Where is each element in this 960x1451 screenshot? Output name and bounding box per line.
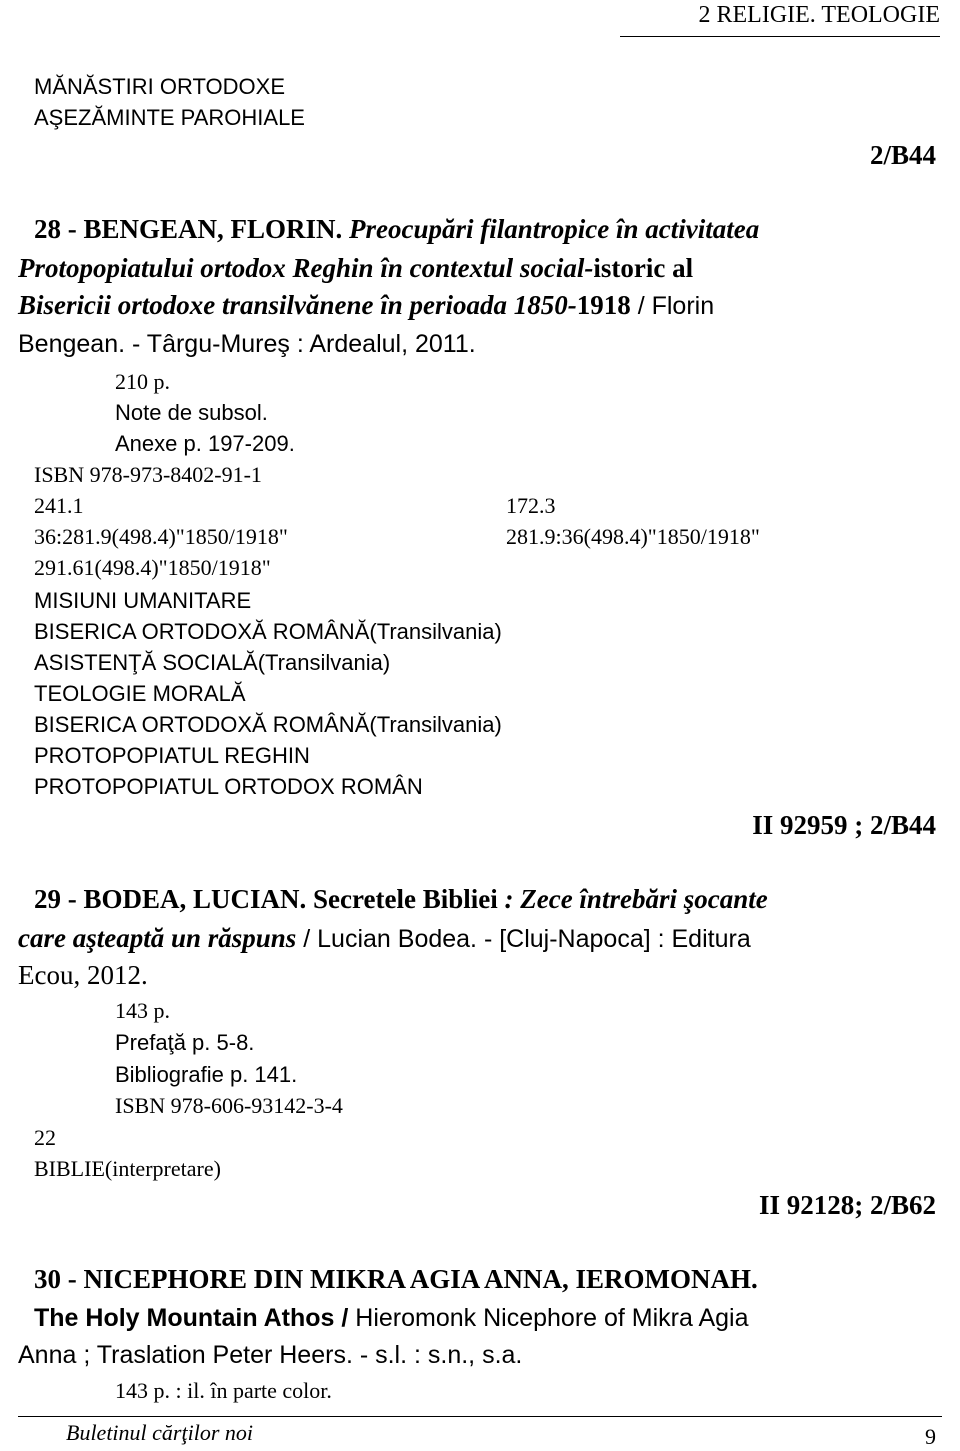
- entry-28-cdu-1b: 172.3: [506, 493, 556, 518]
- entry-28-cdu-2b: 281.9:36(498.4)"1850/1918": [506, 524, 760, 549]
- entry-28-author: 28 - BENGEAN, FLORIN.: [34, 214, 343, 244]
- category-heading-1: MĂNĂSTIRI ORTODOXE: [34, 74, 286, 99]
- entry-29-preface: Prefaţă p. 5-8.: [115, 1030, 255, 1055]
- entry-29-inventory: II 92128; 2/B62: [758, 1190, 936, 1220]
- entry-29-author: 29 - BODEA, LUCIAN.: [34, 884, 307, 914]
- entry-30-imprint: Anna ; Traslation Peter Heers. - s.l. : s.n., s.a.: [18, 1341, 523, 1369]
- entry-28-isbn: ISBN 978-973-8402-91-1: [34, 462, 262, 487]
- category-heading-2: AŞEZĂMINTE PAROHIALE: [34, 105, 305, 130]
- entry-28-cdu-1a: 241.1: [34, 493, 84, 518]
- entry-28-cdu-3a: 291.61(498.4)"1850/1918": [34, 555, 271, 580]
- entry-29-pages: 143 p.: [115, 998, 170, 1023]
- entry-28-pages: 210 p.: [115, 369, 170, 394]
- entry-29-cdu: 22: [34, 1125, 56, 1150]
- entry-28-subject-3: ASISTENŢĂ SOCIALĂ(Transilvania): [34, 650, 391, 675]
- entry-28-annexes: Anexe p. 197-209.: [115, 431, 295, 456]
- entry-28-notes: Note de subsol.: [115, 400, 268, 425]
- header-rule: [620, 36, 940, 37]
- footer-page-number: 9: [925, 1424, 936, 1449]
- entry-28-title-line-3: Bisericii ortodoxe transilvănene în perioada 1850-1918 / Florin: [18, 290, 715, 320]
- entry-30-title-line: The Holy Mountain Athos / Hieromonk Nicephore of Mikra Agia: [34, 1304, 749, 1332]
- shelf-code: 2/B44: [869, 140, 936, 170]
- entry-28-title-line-2: Protopopiatului ortodox Reghin în contextul social-istoric al: [18, 253, 694, 283]
- entry-28-subject-4: TEOLOGIE MORALĂ: [34, 681, 246, 706]
- entry-28-subject-6: PROTOPOPIATUL REGHIN: [34, 743, 310, 768]
- entry-29-title: Secretele Bibliei: [306, 884, 498, 914]
- entry-30-author: 30 - NICEPHORE DIN MIKRA AGIA ANNA, IEROMONAH.: [34, 1264, 758, 1294]
- entry-29-isbn: ISBN 978-606-93142-3-4: [115, 1093, 343, 1118]
- entry-28-subject-7: PROTOPOPIATUL ORTODOX ROMÂN: [34, 774, 423, 799]
- section-heading: 2 RELIGIE. TEOLOGIE: [698, 2, 940, 28]
- entry-29-bibliography: Bibliografie p. 141.: [115, 1062, 298, 1087]
- entry-28-title: Preocupări filantropice în activitatea: [349, 214, 760, 244]
- entry-28-cdu-2a: 36:281.9(498.4)"1850/1918": [34, 524, 288, 549]
- entry-29-subject: BIBLIE(interpretare): [34, 1156, 221, 1181]
- entry-28-title-line-1: [34, 214, 759, 245]
- entry-29-subtitle: Zece întrebări şocante: [520, 884, 768, 914]
- entry-28-inventory: II 92959 ; 2/B44: [752, 810, 936, 840]
- entry-28-subject-5: BISERICA ORTODOXĂ ROMÂNĂ(Transilvania): [34, 712, 502, 737]
- entry-30-pages: 143 p. : il. în parte color.: [115, 1378, 332, 1403]
- entry-28-imprint: Bengean. - Târgu-Mureş : Ardealul, 2011.: [18, 330, 476, 358]
- entry-29-title-line-1: 29 - BODEA, LUCIAN. Secretele Bibliei : Zece întrebări şocante: [34, 884, 768, 914]
- entry-29-title-line-2: care aşteaptă un răspuns / Lucian Bodea. - [Cluj-Napoca] : Editura: [18, 923, 751, 953]
- entry-28-subject-1: MISIUNI UMANITARE: [34, 588, 252, 613]
- footer-rule: [18, 1416, 942, 1417]
- entry-29-imprint: Ecou, 2012.: [18, 960, 148, 990]
- footer-journal: Buletinul cărţilor noi: [66, 1420, 253, 1445]
- entry-30-title: The Holy Mountain Athos /: [34, 1304, 349, 1332]
- entry-28-subject-2: BISERICA ORTODOXĂ ROMÂNĂ(Transilvania): [34, 619, 502, 644]
